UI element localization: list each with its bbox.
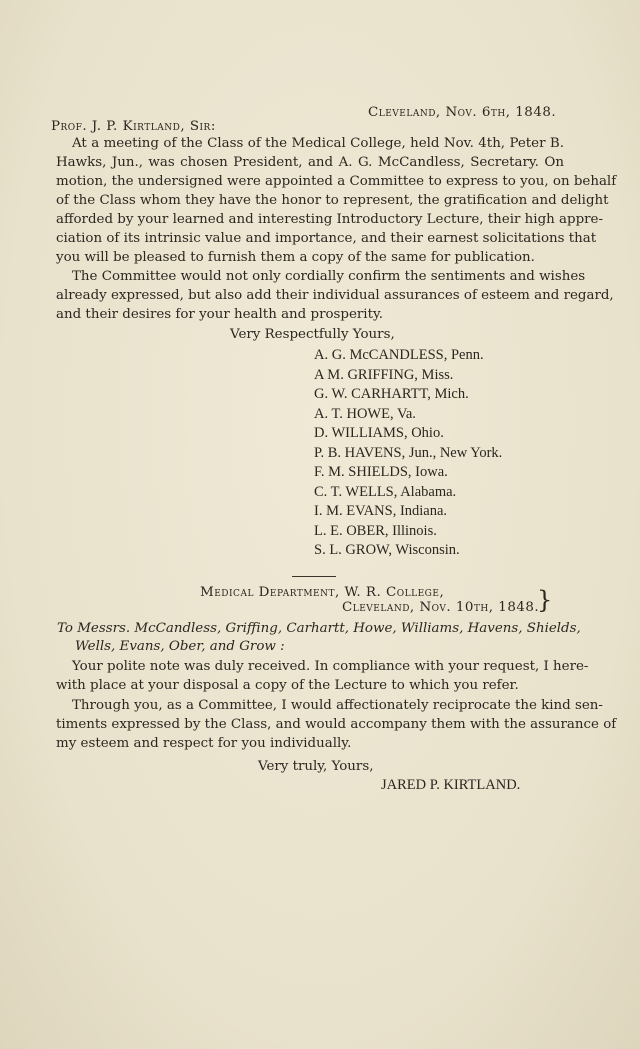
signatory: A. T. HOWE, Va. [314, 406, 416, 422]
signatory: F. M. SHIELDS, Iowa. [314, 464, 448, 480]
letter1-para2-line: already expressed, but also add their individual assurances of esteem and regard, [56, 288, 614, 303]
addressee-line2: Wells, Evans, Ober, and Grow : [75, 639, 285, 654]
letter2-para2-line: my esteem and respect for you individually. [56, 736, 352, 751]
signatory: L. E. OBER, Illinois. [314, 523, 437, 539]
letter2-heading-line2: Cleveland, Nov. 10th, 1848. [342, 600, 540, 615]
signatory: G. W. CARHARTT, Mich. [314, 386, 469, 402]
letter1-closing: Very Respectfully Yours, [230, 327, 395, 342]
right-brace: } [537, 586, 553, 614]
letter2-closing: Very truly, Yours, [258, 759, 374, 774]
signatory: A. G. McCANDLESS, Penn. [314, 347, 484, 363]
signatory: A M. GRIFFING, Miss. [314, 367, 454, 383]
letter1-para2-line: and their desires for your health and prosperity. [56, 307, 384, 322]
addressee-line1: To Messrs. McCandless, Griffing, Carhartt, Howe, Williams, Havens, Shields, [57, 621, 581, 636]
letter1-para1-line: motion, the undersigned were appointed a Committee to express to you, on behalf [56, 174, 617, 189]
signature: JARED P. KIRTLAND. [381, 777, 521, 793]
salutation: Prof. J. P. Kirtland, Sir: [51, 119, 216, 134]
letter1-para1-line: ciation of its intrinsic value and importance, and their earnest solicitations that [56, 231, 597, 246]
signatory: D. WILLIAMS, Ohio. [314, 425, 444, 441]
section-divider [292, 576, 336, 577]
letter1-para1-line: Hawks, Jun., was chosen President, and A. G. McCandless, Secretary. On [56, 155, 564, 170]
letter1-para1-line: At a meeting of the Class of the Medical College, held Nov. 4th, Peter B. [72, 136, 564, 151]
dateline: Cleveland, Nov. 6th, 1848. [368, 105, 557, 120]
letter1-para1-line: afforded by your learned and interesting Introductory Lecture, their high appre- [56, 212, 604, 227]
letter2-heading-line1: Medical Department, W. R. College, [200, 585, 445, 600]
letter2-para2-line: Through you, as a Committee, I would affectionately reciprocate the kind sen- [72, 698, 603, 713]
signatory: P. B. HAVENS, Jun., New York. [314, 445, 503, 461]
letter2-para1-line: with place at your disposal a copy of the Lecture to which you refer. [56, 678, 519, 693]
signatory: S. L. GROW, Wisconsin. [314, 542, 460, 558]
signatory: C. T. WELLS, Alabama. [314, 484, 457, 500]
letter2-para1-line: Your polite note was duly received. In compliance with your request, I here- [72, 659, 589, 674]
letter1-para1-line: you will be pleased to furnish them a copy of the same for publication. [56, 250, 535, 265]
letter2-para2-line: timents expressed by the Class, and would accompany them with the assurance of [56, 717, 617, 732]
letter1-para1-line: of the Class whom they have the honor to represent, the gratification and delight [56, 193, 609, 208]
letter1-para2-line: The Committee would not only cordially confirm the sentiments and wishes [72, 269, 586, 284]
signatory: I. M. EVANS, Indiana. [314, 503, 448, 519]
